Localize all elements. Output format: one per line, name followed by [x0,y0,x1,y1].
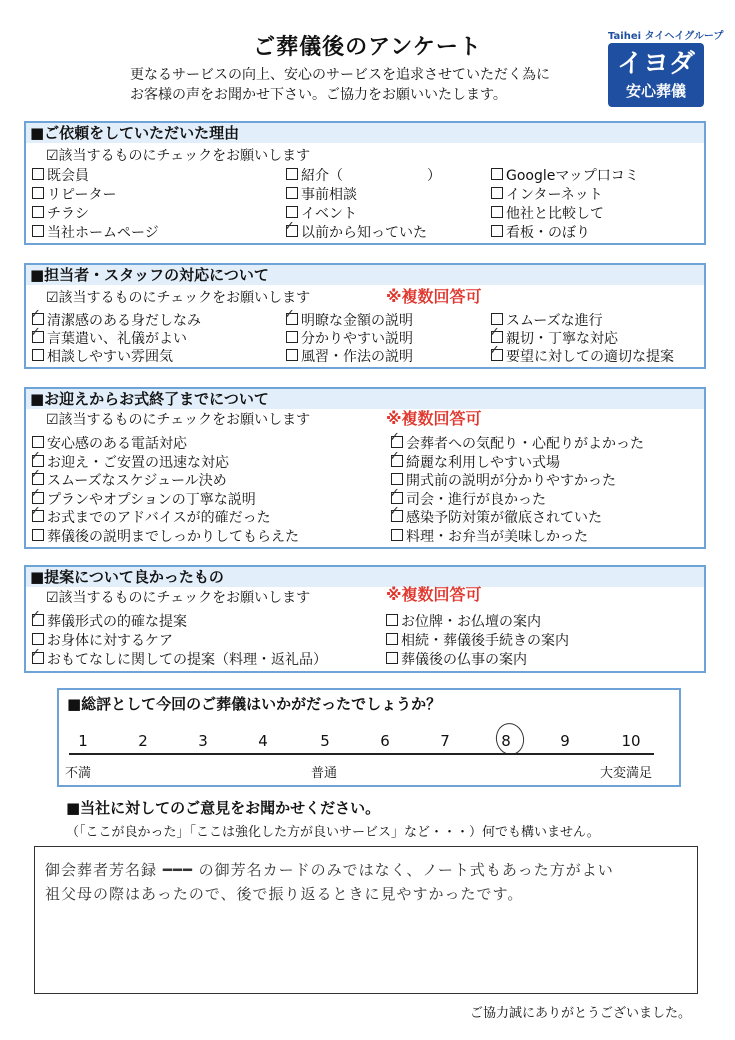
score-number[interactable]: 1 [78,732,88,750]
checkbox[interactable] [389,448,403,467]
check-mark-icon: ✓ [30,448,41,464]
checkbox[interactable] [32,225,44,237]
checkbox[interactable] [30,325,44,343]
checkbox-item[interactable] [30,325,187,348]
checkbox[interactable] [32,436,44,448]
checkbox-item[interactable] [386,613,541,631]
checkbox-item[interactable] [32,205,89,223]
checkbox-label: 要望に対しての適切な提案 [506,349,674,365]
checkbox[interactable] [286,187,298,199]
checkbox[interactable] [32,633,44,645]
checkbox-item[interactable] [386,651,527,669]
checkbox[interactable] [30,448,44,467]
checkbox[interactable] [30,485,44,504]
checkbox-label: 相続・葬儀後手続きの案内 [401,633,569,649]
checkbox-item[interactable] [284,307,413,330]
checkbox[interactable] [284,219,298,237]
checkbox-item[interactable] [30,485,256,509]
checkbox-item[interactable] [389,504,602,527]
checkbox[interactable] [32,349,44,361]
checkbox-label: 清潔感のある身だしなみ [47,313,201,329]
score-number[interactable]: 3 [198,732,208,750]
checkbox-label: Googleマップ口コミ [506,168,639,184]
checkbox-label: おもてなしに関しての提案（料理・返礼品） [47,652,327,668]
checkbox-item[interactable] [32,167,89,185]
scale-mid-label: 普通 [311,766,338,781]
check-mark-icon: ✓ [389,504,400,519]
group-logo-text: Taihei タイヘイグループ [608,31,724,42]
score-number[interactable]: 9 [560,732,570,750]
checkbox[interactable] [32,187,44,199]
page-title: ご葬儀後のアンケート [253,35,482,60]
checkbox-label: 感染予防対策が徹底されていた [406,510,602,526]
checkbox-label: 料理・お弁当が美味しかった [406,528,588,545]
score-number[interactable]: 4 [258,732,268,750]
checkbox-label: お身体に対するケア [47,633,173,649]
score-number[interactable]: 6 [380,732,390,750]
brand-name: イヨダ [616,49,695,79]
checkbox-label: 分かりやすい説明 [301,331,413,347]
intro-line-2: お客様の声をお聞かせ下さい。ご協力をお願いいたします。 [130,87,507,103]
checkbox-label: イベント [301,206,357,222]
checkbox-label: お位牌・お仏壇の案内 [401,614,541,630]
checkbox-label: プランやオプションの丁寧な説明 [47,491,256,508]
checkbox-label: 事前相談 [301,187,357,203]
checkbox[interactable] [284,307,298,325]
section-instruction: ☑該当するものにチェックをお願いします [46,412,311,428]
checkbox-label: 紹介（ ） [301,168,441,184]
section-instruction: ☑該当するものにチェックをお願いします [46,290,311,306]
checkbox-item[interactable] [32,348,173,366]
checkbox-label: 看板・のぼり [506,225,590,241]
checkbox-item[interactable] [286,205,357,223]
checkbox-label: 葬儀後の説明までしっかりしてもらえた [47,528,299,545]
score-number[interactable]: 5 [320,732,330,750]
check-mark-icon: ✓ [30,504,41,519]
checkbox-item[interactable] [489,325,618,348]
checkbox-label: 綺麗な利用しやすい式場 [406,454,560,471]
overall-evaluation [57,688,681,787]
scale-low-label: 不満 [65,766,92,781]
checkbox-label: 相談しやすい雰囲気 [47,349,173,365]
checkbox-item[interactable] [386,632,569,650]
checkbox-label: 既会員 [47,168,89,184]
checkbox[interactable] [391,473,403,485]
checkbox-label: スムーズなスケジュール決め [47,473,227,489]
checkbox[interactable] [491,313,503,325]
check-mark-icon: ✓ [489,325,500,340]
check-mark-icon: ✓ [389,448,400,464]
checkbox[interactable] [286,168,298,180]
intro-line-1: 更なるサービスの向上、安心のサービスを追求させていただく為に [130,67,550,83]
section-ceremony [24,387,706,549]
checkbox-label: リピーター [47,187,117,203]
checkbox-item[interactable] [32,632,173,650]
checkbox[interactable] [32,168,44,180]
checkbox[interactable] [386,614,398,626]
checkbox-item[interactable] [284,219,427,242]
checkbox-item[interactable] [491,312,603,330]
checkbox[interactable] [389,485,403,504]
check-mark-icon: ✓ [389,485,400,501]
checkbox[interactable] [286,349,298,361]
checkbox-label: 明瞭な金額の説明 [301,313,413,329]
checkbox[interactable] [30,504,44,522]
check-mark-icon: ✓ [30,608,41,623]
checkbox[interactable] [489,325,503,343]
multi-answer-note: ※複数回答可 [386,287,482,306]
checkbox[interactable] [389,430,403,448]
checkbox-item[interactable] [389,448,560,472]
check-mark-icon: ✓ [30,485,41,501]
checkbox-item[interactable] [489,343,674,366]
section-staff [24,263,706,369]
checkbox[interactable] [386,633,398,645]
checkbox[interactable] [391,529,403,541]
checkbox-label: 開式前の説明が分かりやすかった [406,473,616,489]
checkbox-item[interactable] [389,485,546,509]
check-mark-icon: ✓ [284,219,295,234]
check-mark-icon: ✓ [30,307,41,322]
checkbox[interactable] [286,331,298,343]
checkbox[interactable] [286,206,298,218]
intro-text [130,65,550,105]
checkbox[interactable] [30,608,44,626]
checkbox-item[interactable] [286,186,357,204]
check-mark-icon: ✓ [284,307,295,322]
checkbox-item[interactable] [391,472,616,490]
checkbox-label: 風習・作法の説明 [301,349,413,365]
checkbox-item[interactable] [491,205,604,223]
section-title: ■担当者・スタッフの対応について [30,266,269,284]
section-title: ■お迎えからお式終了までについて [30,390,269,408]
checkbox-label: 他社と比較して [506,206,604,222]
checkbox-label: お迎え・ご安置の迅速な対応 [47,454,229,471]
checkbox-item[interactable] [491,167,639,185]
checkbox[interactable] [30,467,44,485]
opinion-textarea[interactable] [34,846,698,994]
checkbox-item[interactable] [391,528,588,546]
thanks-text: ご協力誠にありがとうございました。 [470,1006,692,1021]
section-proposal [24,565,706,673]
section-instruction: ☑該当するものにチェックをお願いします [46,148,311,164]
check-mark-icon: ✓ [489,343,500,358]
multi-answer-note: ※複数回答可 [386,409,482,428]
checkbox-label: 親切・丁寧な対応 [506,331,618,347]
checkbox-label: 司会・進行が良かった [406,491,546,508]
checkbox[interactable] [32,206,44,218]
checkbox-item[interactable] [30,448,229,472]
checkbox-item[interactable] [32,435,187,453]
handwritten-line-2: 祖父母の際はあったので、後で振り返るときに見やすかったです。 [45,885,524,903]
selected-score-circle [493,720,527,757]
checkbox-item[interactable] [30,646,327,669]
brand-tagline: 安心葬儀 [625,82,686,100]
checkbox-label: インターネット [506,187,603,203]
check-mark-icon: ✓ [30,646,41,661]
score-number[interactable]: 7 [440,732,450,750]
check-mark-icon: ✓ [389,430,400,445]
scale-line [69,753,654,755]
checkbox-item[interactable] [32,186,116,204]
check-mark-icon: ✓ [30,467,41,482]
checkbox-item[interactable] [30,504,271,527]
checkbox[interactable] [491,187,503,199]
checkbox-label: 言葉遣い、礼儀がよい [47,331,187,347]
section-instruction: ☑該当するものにチェックをお願いします [46,590,311,606]
checkbox-item[interactable] [491,186,603,204]
checkbox-label: チラシ [47,206,89,222]
handwritten-line-1: 御会葬者芳名録 ━━━ の御芳名カードのみではなく、ノート式もあった方がよい [45,861,614,879]
score-number[interactable]: 2 [138,732,148,750]
checkbox[interactable] [32,529,44,541]
scale-high-label: 大変満足 [600,766,653,781]
checkbox-item[interactable] [286,167,441,185]
checkbox[interactable] [491,225,503,237]
checkbox[interactable] [489,343,503,361]
checkbox-item[interactable] [32,528,299,546]
opinion-subtitle: （「ここが良かった」「ここは強化した方が良いサービス」など・・・）何でも構いません。 [66,825,600,840]
checkbox-item[interactable] [32,224,159,242]
checkbox-item[interactable] [389,430,644,453]
checkbox-item[interactable] [30,467,227,490]
checkbox-label: 葬儀形式の的確な提案 [47,614,187,630]
checkbox-item[interactable] [30,307,201,330]
section-title: ■ご依頼をしていただいた理由 [30,124,240,142]
section-reason [24,121,706,245]
section-title: ■提案について良かったもの [30,568,224,586]
checkbox[interactable] [491,168,503,180]
checkbox-item[interactable] [286,330,413,348]
checkbox-label: 葬儀後の仏事の案内 [401,652,527,668]
brand-logo [608,43,704,107]
evaluation-title: ■総評として今回のご葬儀はいかがだったでしょうか？ [67,695,442,713]
multi-answer-note: ※複数回答可 [386,585,482,604]
checkbox[interactable] [389,504,403,522]
score-number[interactable]: 8 [501,732,511,750]
checkbox[interactable] [30,646,44,664]
checkbox[interactable] [30,307,44,325]
checkbox-label: スムーズな進行 [506,313,603,329]
opinion-title: ■当社に対してのご意見をお聞かせください。 [66,799,381,817]
checkbox-label: お式までのアドバイスが的確だった [47,510,271,526]
checkbox-label: 以前から知っていた [301,225,427,241]
checkbox-label: 当社ホームページ [47,225,159,241]
checkbox-item[interactable] [491,224,590,242]
checkbox[interactable] [491,206,503,218]
checkbox-item[interactable] [30,608,187,631]
checkbox-item[interactable] [286,348,413,366]
checkbox-label: 会葬者への気配り・心配りがよかった [406,436,644,452]
checkbox[interactable] [386,652,398,664]
check-mark-icon: ✓ [30,325,41,340]
checkbox-label: 安心感のある電話対応 [47,436,187,452]
score-number[interactable]: 10 [621,732,641,750]
